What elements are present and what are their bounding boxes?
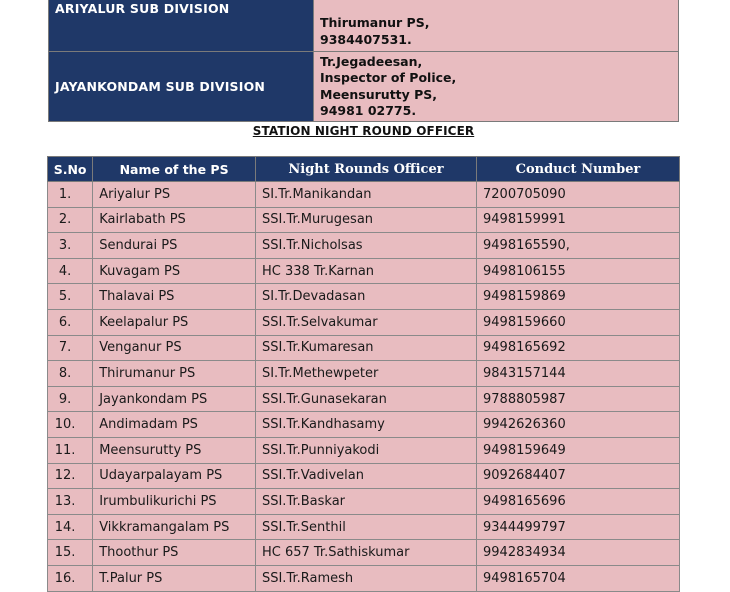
- officer-line: Tr.Jegadeesan,: [320, 53, 423, 69]
- subdivision-name: ARIYALUR SUB DIVISION: [49, 0, 314, 52]
- cell-ps-name: Andimadam PS: [93, 412, 256, 438]
- table-row: [48, 540, 680, 566]
- cell-sno: 13.: [48, 489, 93, 515]
- cell-sno: 15.: [48, 540, 93, 566]
- column-header-ps-name: Name of the PS: [93, 157, 256, 182]
- cell-officer: SI.Tr.Methewpeter: [255, 361, 476, 387]
- subdivision-row: [49, 52, 679, 122]
- column-header-officer: Night Rounds Officer: [255, 157, 476, 182]
- cell-officer: SSI.Tr.Vadivelan: [255, 463, 476, 489]
- cell-officer: HC 338 Tr.Karnan: [255, 258, 476, 284]
- table-row: [48, 182, 680, 208]
- cell-ps-name: Irumbulikurichi PS: [93, 489, 256, 515]
- table-row: [48, 233, 680, 259]
- cell-ps-name: Thirumanur PS: [93, 361, 256, 387]
- cell-conduct-number: 9498159660: [477, 309, 680, 335]
- cell-ps-name: Jayankondam PS: [93, 386, 256, 412]
- cell-ps-name: Kuvagam PS: [93, 258, 256, 284]
- cell-ps-name: Udayarpalayam PS: [93, 463, 256, 489]
- subdivision-officer: [314, 0, 679, 52]
- table-row: [48, 361, 680, 387]
- cell-officer: SSI.Tr.Nicholsas: [255, 233, 476, 259]
- cell-ps-name: Keelapalur PS: [93, 309, 256, 335]
- column-header-sno: S.No: [48, 157, 93, 182]
- cell-officer: SSI.Tr.Punniyakodi: [255, 437, 476, 463]
- cell-ps-name: Ariyalur PS: [93, 182, 256, 208]
- cell-sno: 2.: [48, 207, 93, 233]
- cell-conduct-number: 9498165590,: [477, 233, 680, 259]
- cell-officer: SSI.Tr.Kumaresan: [255, 335, 476, 361]
- cell-ps-name: Thoothur PS: [93, 540, 256, 566]
- cell-sno: 16.: [48, 565, 93, 591]
- cell-conduct-number: 9498159991: [477, 207, 680, 233]
- table-header-row: [48, 157, 680, 182]
- subdivision-row: [49, 0, 679, 52]
- officer-line: Inspector of Police,: [320, 70, 457, 85]
- cell-ps-name: Kairlabath PS: [93, 207, 256, 233]
- cell-conduct-number: 9498165692: [477, 335, 680, 361]
- table-row: [48, 284, 680, 310]
- cell-officer: SI.Tr.Devadasan: [255, 284, 476, 310]
- cell-conduct-number: 9843157144: [477, 361, 680, 387]
- cell-officer: SSI.Tr.Senthil: [255, 514, 476, 540]
- cell-officer: SSI.Tr.Kandhasamy: [255, 412, 476, 438]
- cell-ps-name: Vikkramangalam PS: [93, 514, 256, 540]
- table-row: [48, 386, 680, 412]
- table-row: [48, 565, 680, 591]
- cell-conduct-number: 9942834934: [477, 540, 680, 566]
- table-row: [48, 309, 680, 335]
- table-row: [48, 207, 680, 233]
- cell-conduct-number: 7200705090: [477, 182, 680, 208]
- officer-line: Meensurutty PS,: [320, 86, 438, 102]
- table-row: [48, 258, 680, 284]
- cell-sno: 5.: [48, 284, 93, 310]
- cell-conduct-number: 9344499797: [477, 514, 680, 540]
- cell-ps-name: Sendurai PS: [93, 233, 256, 259]
- cell-conduct-number: 9788805987: [477, 386, 680, 412]
- cell-ps-name: T.Palur PS: [93, 565, 256, 591]
- cell-conduct-number: 9942626360: [477, 412, 680, 438]
- cell-sno: 11.: [48, 437, 93, 463]
- table-row: [48, 412, 680, 438]
- cell-ps-name: Meensurutty PS: [93, 437, 256, 463]
- cell-conduct-number: 9498165696: [477, 489, 680, 515]
- cell-sno: 14.: [48, 514, 93, 540]
- officer-line: Thirumanur PS,: [320, 15, 430, 30]
- cell-conduct-number: 9498106155: [477, 258, 680, 284]
- table-body: [48, 182, 680, 592]
- cell-sno: 10.: [48, 412, 93, 438]
- cell-officer: HC 657 Tr.Sathiskumar: [255, 540, 476, 566]
- cell-conduct-number: 9498159869: [477, 284, 680, 310]
- cell-sno: 3.: [48, 233, 93, 259]
- cell-ps-name: Thalavai PS: [93, 284, 256, 310]
- table-row: [48, 437, 680, 463]
- cell-officer: SSI.Tr.Murugesan: [255, 207, 476, 233]
- cell-conduct-number: 9092684407: [477, 463, 680, 489]
- table-row: [48, 335, 680, 361]
- cell-officer: SSI.Tr.Selvakumar: [255, 309, 476, 335]
- cell-officer: SSI.Tr.Baskar: [255, 489, 476, 515]
- cell-sno: 6.: [48, 309, 93, 335]
- column-header-number: Conduct Number: [477, 157, 680, 182]
- cell-sno: 4.: [48, 258, 93, 284]
- table-row: [48, 514, 680, 540]
- cell-officer: SSI.Tr.Ramesh: [255, 565, 476, 591]
- cell-sno: 12.: [48, 463, 93, 489]
- subdivision-table: [48, 0, 679, 122]
- cell-sno: 7.: [48, 335, 93, 361]
- officer-line: 9384407531.: [320, 31, 412, 47]
- table-row: [48, 463, 680, 489]
- section-title: STATION NIGHT ROUND OFFICER: [252, 124, 475, 138]
- night-round-table: [47, 156, 680, 592]
- cell-conduct-number: 9498159649: [477, 437, 680, 463]
- cell-ps-name: Venganur PS: [93, 335, 256, 361]
- subdivision-name: JAYANKONDAM SUB DIVISION: [49, 52, 314, 122]
- cell-sno: 1.: [48, 182, 93, 208]
- officer-line: 94981 02775.: [320, 103, 417, 118]
- cell-sno: 8.: [48, 361, 93, 387]
- cell-officer: SSI.Tr.Gunasekaran: [255, 386, 476, 412]
- table-row: [48, 489, 680, 515]
- subdivision-officer: [314, 52, 679, 122]
- cell-conduct-number: 9498165704: [477, 565, 680, 591]
- cell-sno: 9.: [48, 386, 93, 412]
- cell-officer: SI.Tr.Manikandan: [255, 182, 476, 208]
